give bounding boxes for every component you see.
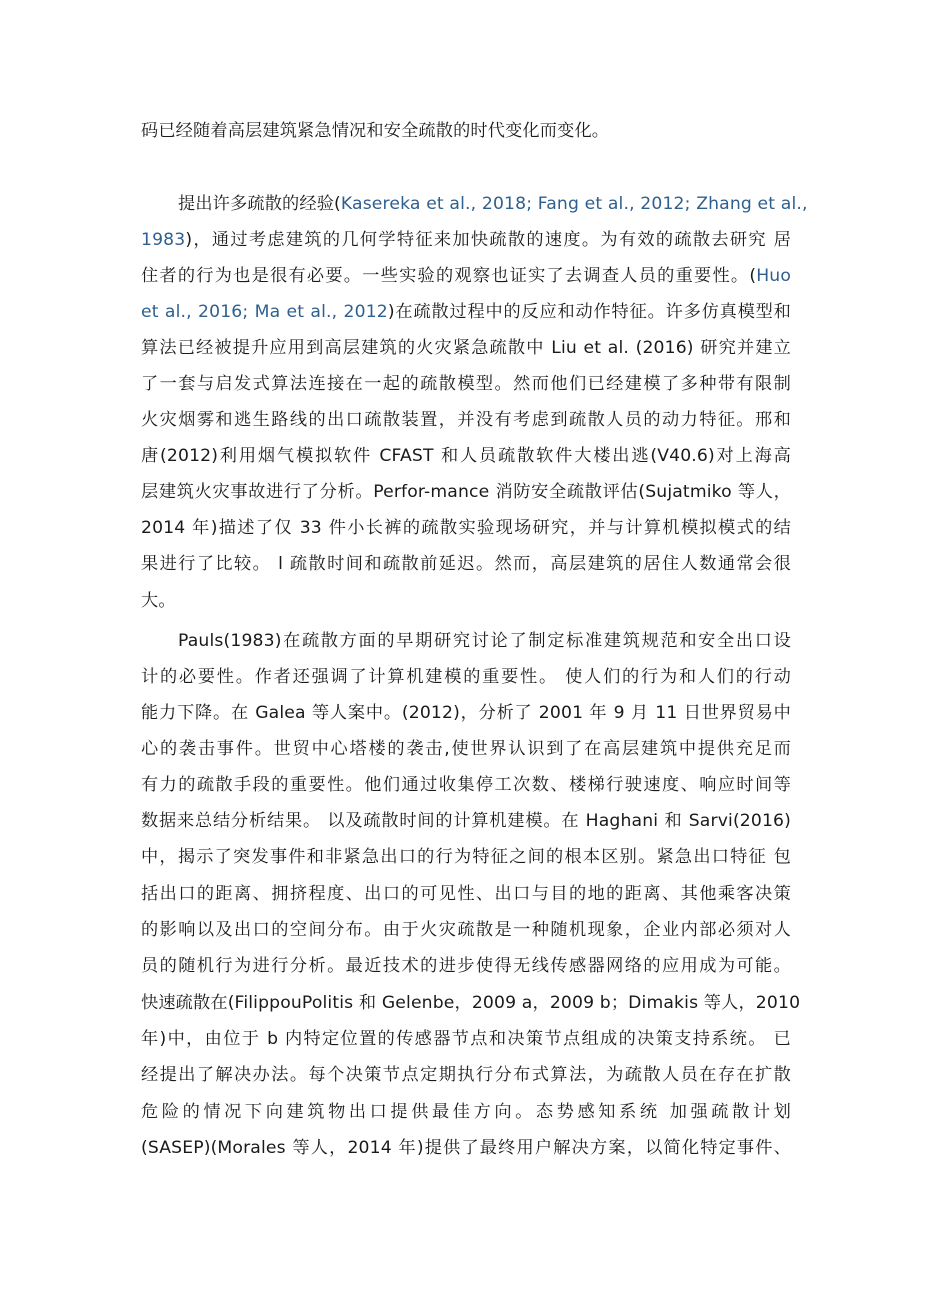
text-run: (SASEP)(Morales 等人，2014 年)提供了最终用户解决方案，以简化特定事件、	[141, 1138, 791, 1158]
text-run: 住者的行为也是很有必要。一些实验的观察也证实了去调查人员的重要性。(	[141, 266, 757, 286]
text-run: )，通过考虑建筑的几何学特征来加快疏散的速度。为有效的疏散去研究 居	[185, 230, 791, 250]
text-line	[141, 222, 791, 258]
text-line	[141, 948, 791, 984]
text-line	[141, 839, 791, 875]
text-line	[141, 731, 791, 767]
citation-link[interactable]: 1983	[141, 230, 186, 250]
text-run: 唐(2012)利用烟气模拟软件 CFAST 和人员疏散软件大楼出逃(V40.6)对上海高	[141, 446, 791, 466]
text-run: 码已经随着高层建筑紧急情况和安全疏散的时代变化而变化。	[141, 121, 610, 141]
text-run: 果进行了比较。 l 疏散时间和疏散前延迟。然而，高层建筑的居住人数通常会很	[141, 554, 791, 574]
text-line	[141, 474, 791, 510]
text-run: 2014 年)描述了仅 33 件小长裤的疏散实验现场研究，并与计算机模拟模式的结	[141, 518, 791, 538]
text-line	[141, 258, 791, 294]
text-run: 员的随机行为进行分析。最近技术的进步使得无线传感器网络的应用成为可能。	[141, 956, 791, 976]
paragraph-first-line	[178, 186, 808, 222]
text-run: 数据来总结分析结果。 以及疏散时间的计算机建模。在 Haghani 和 Sarvi(2016)	[141, 811, 791, 831]
text-line	[141, 876, 791, 912]
text-line	[141, 330, 791, 366]
text-line	[141, 1130, 791, 1166]
text-line	[141, 1094, 791, 1130]
text-run: 危险的情况下向建筑物出口提供最佳方向。态势感知系统 加强疏散计划	[141, 1102, 791, 1122]
text-run: 计的必要性。作者还强调了计算机建模的重要性。 使人们的行为和人们的行动	[141, 667, 791, 687]
text-line	[141, 985, 801, 1021]
text-run: 有力的疏散手段的重要性。他们通过收集停工次数、楼梯行驶速度、响应时间等	[141, 775, 791, 795]
text-run: 能力下降。在 Galea 等人案中。(2012)，分析了 2001 年 9 月 11 日世界贸易中	[141, 703, 791, 723]
text-line	[141, 583, 791, 619]
text-run: )在疏散过程中的反应和动作特征。许多仿真模型和	[387, 302, 791, 322]
text-run: 了一套与启发式算法连接在一起的疏散模型。然而他们已经建模了多种带有限制	[141, 374, 791, 394]
text-line	[141, 803, 791, 839]
text-run: 大。	[141, 591, 176, 611]
citation-link[interactable]: Kasereka et al., 2018; Fang et al., 2012; Zhang et al.,	[340, 194, 808, 214]
text-line	[141, 510, 791, 546]
citation-link[interactable]: Huo	[756, 266, 791, 286]
text-line	[141, 659, 791, 695]
text-line	[141, 912, 791, 948]
text-run: 层建筑火灾事故进行了分析。Perfor-mance 消防安全疏散评估(Sujatmiko 等人，	[141, 482, 791, 502]
text-line	[141, 438, 791, 474]
text-run: 年)中，由位于 b 内特定位置的传感器节点和决策节点组成的决策支持系统。 已	[141, 1029, 791, 1049]
text-line	[141, 546, 791, 582]
text-run: 提出许多疏散的经验(	[178, 194, 341, 214]
text-run: 中，揭示了突发事件和非紧急出口的行为特征之间的根本区别。紧急出口特征 包	[141, 847, 791, 867]
text-line	[141, 402, 791, 438]
text-run: 的影响以及出口的空间分布。由于火灾疏散是一种随机现象，企业内部必须对人	[141, 920, 791, 940]
text-line	[141, 1057, 791, 1093]
text-run: 算法已经被提升应用到高层建筑的火灾紧急疏散中 Liu et al. (2016) 研究并建立	[141, 338, 791, 358]
text-run: 经提出了解决办法。每个决策节点定期执行分布式算法，为疏散人员在存在扩散	[141, 1065, 791, 1085]
text-run: 心的袭击事件。世贸中心塔楼的袭击,使世界认识到了在高层建筑中提供充足而	[141, 739, 791, 759]
paragraph-first-line	[178, 623, 791, 659]
text-line	[141, 767, 791, 803]
text-run: 火灾烟雾和逃生路线的出口疏散装置，并没有考虑到疏散人员的动力特征。邢和	[141, 410, 791, 430]
citation-link[interactable]: et al., 2016; Ma et al., 2012	[141, 302, 388, 322]
text-run: 括出口的距离、拥挤程度、出口的可见性、出口与目的地的距离、其他乘客决策	[141, 884, 791, 904]
text-run: 快速疏散在(FilippouPolitis 和 Gelenbe，2009 a，2009 b；Dimakis 等人，2010	[141, 993, 801, 1013]
text-line	[141, 366, 791, 402]
text-line	[141, 1021, 791, 1057]
text-run: Pauls(1983)在疏散方面的早期研究讨论了制定标准建筑规范和安全出口设	[178, 631, 791, 651]
text-line	[141, 113, 791, 149]
text-line	[141, 695, 791, 731]
text-line	[141, 294, 791, 330]
